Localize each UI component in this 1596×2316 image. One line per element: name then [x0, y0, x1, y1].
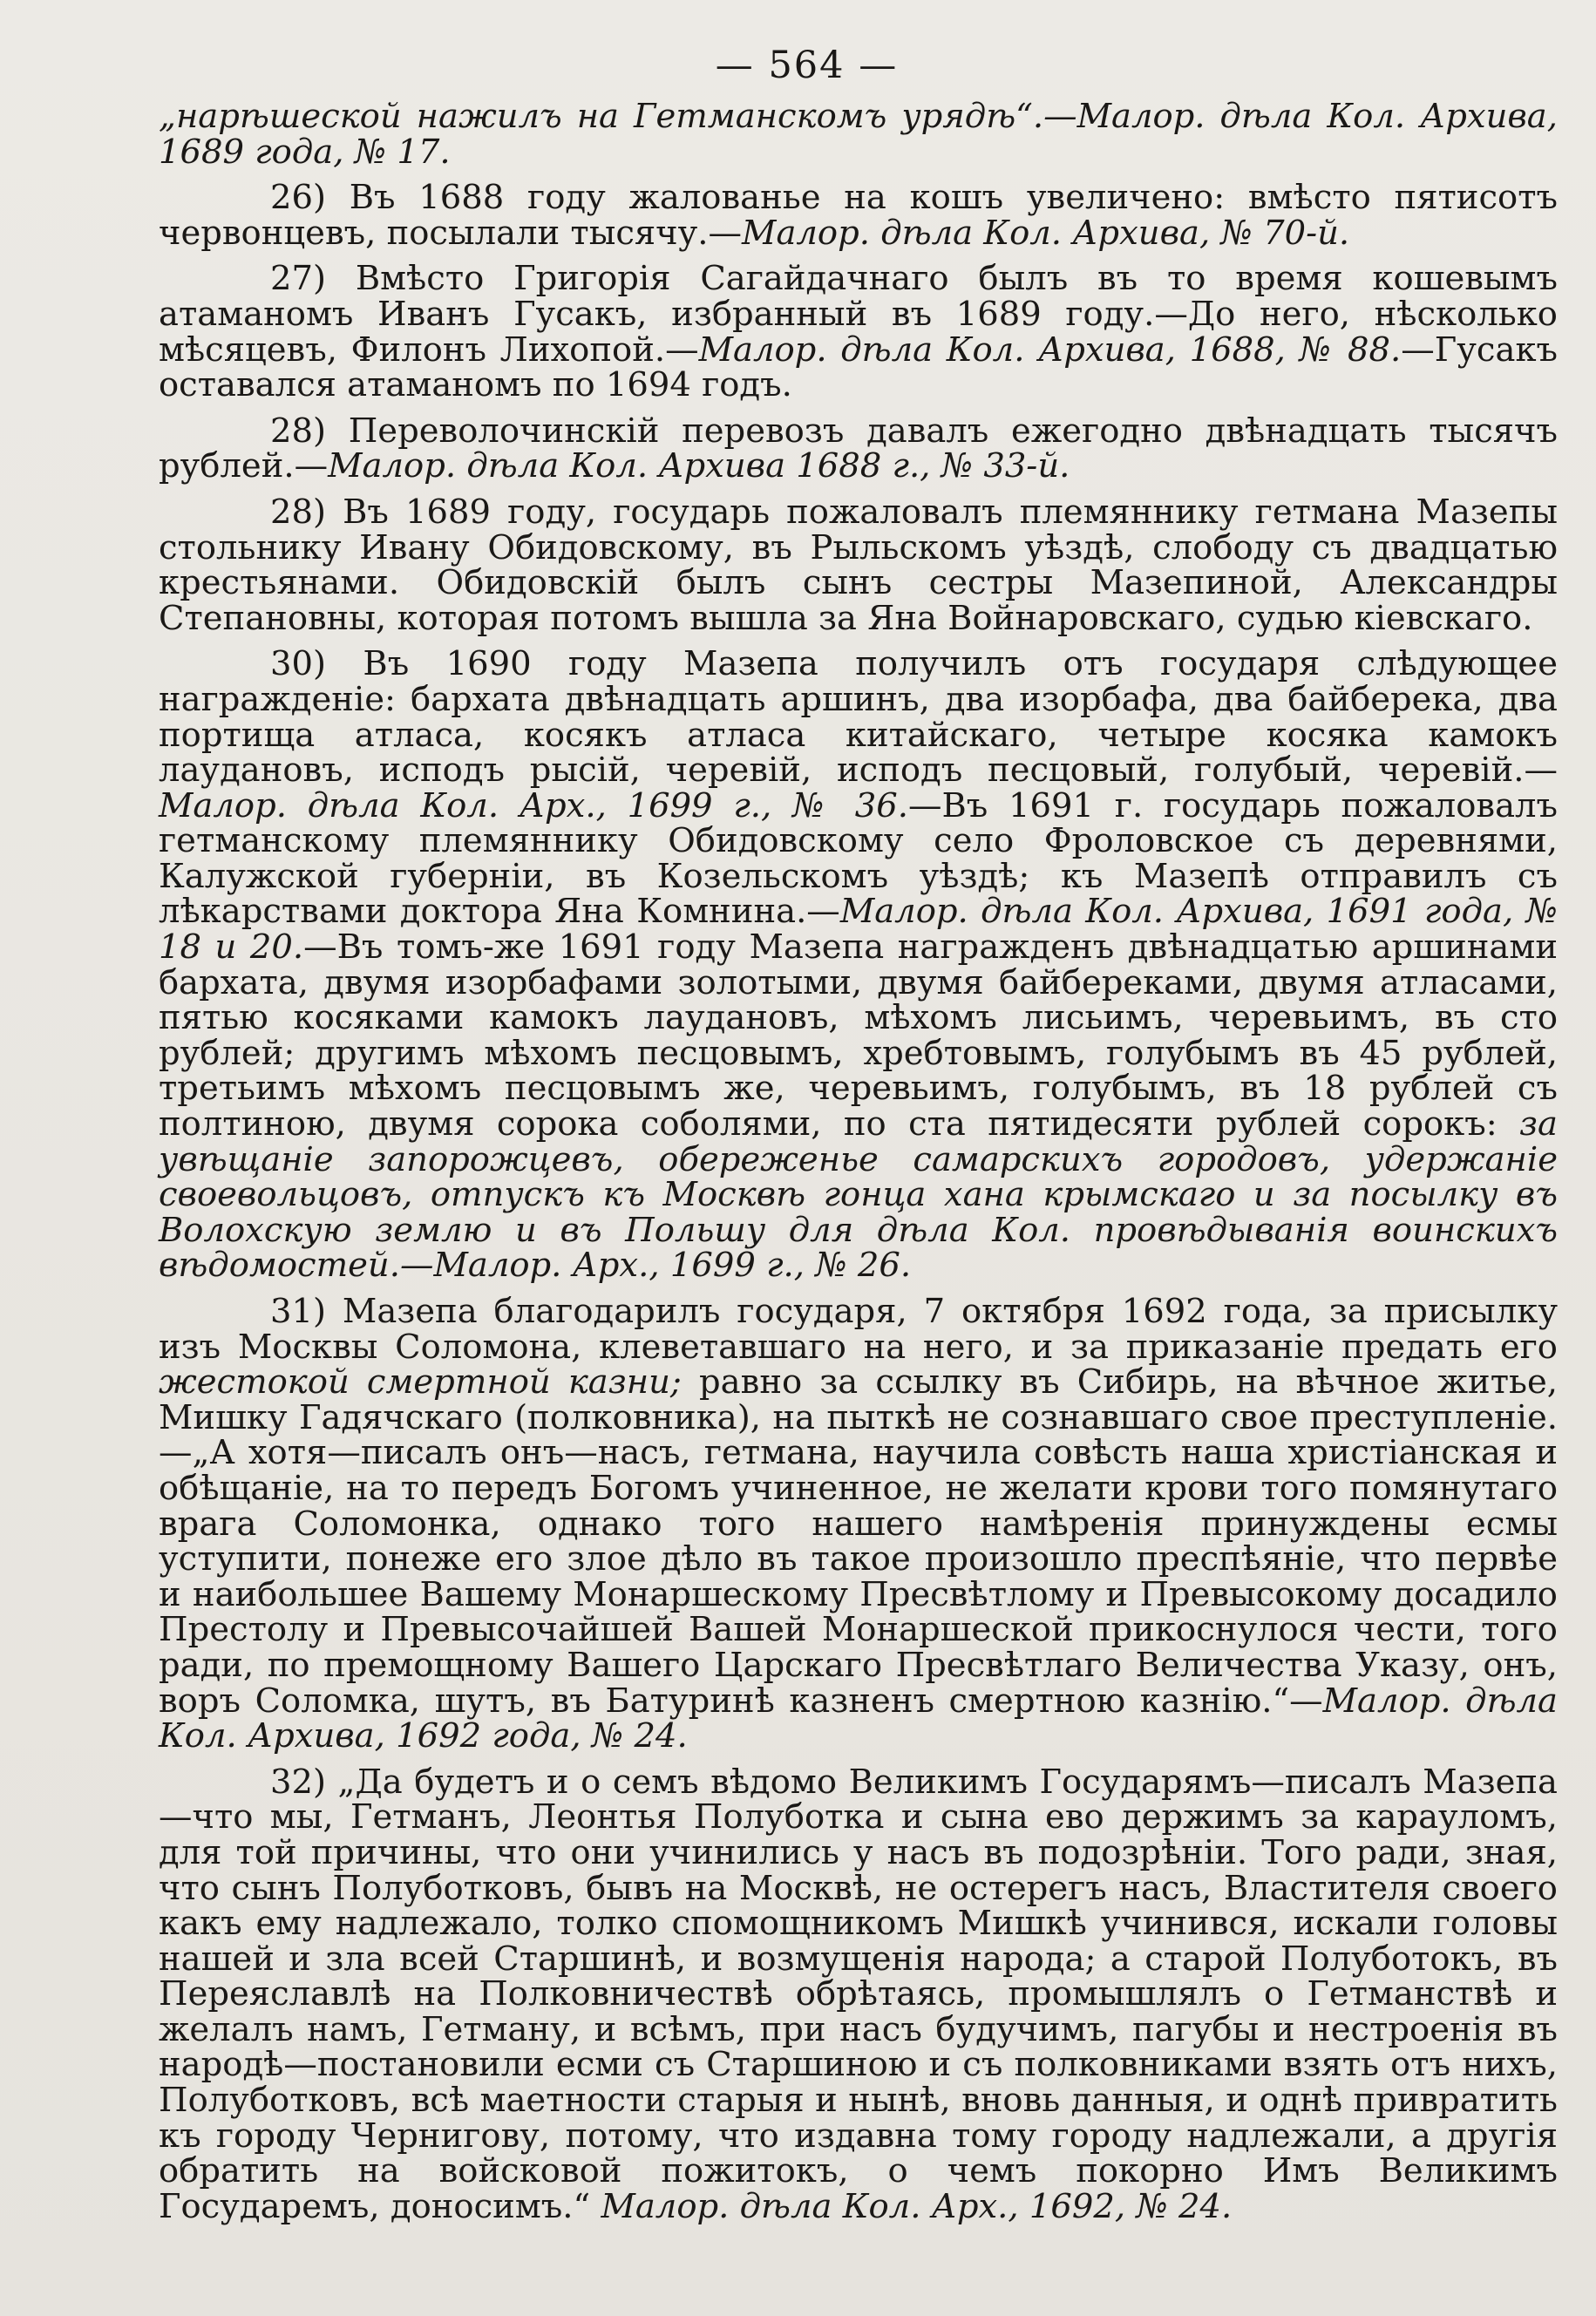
- body-text: 30) Въ 1690 году Мазепа получилъ отъ государя слѣдующее награжденіе: бархата двѣнадцать аршинъ, два изорбафа, два байберека, два портища атласа, косякъ атласа китайскаго, четыре косяка камокъ лаудановъ, исподъ рысій, черевій, исподъ песцовый, голубый, черевій.—: [159, 644, 1558, 791]
- text-body: [159, 99, 1558, 2224]
- citation-text: Малор. дѣла Кол. Архива, 1688, № 88.: [698, 329, 1402, 370]
- paragraph: [159, 492, 1558, 638]
- paragraph: [159, 99, 1558, 170]
- citation-text: Малор. дѣла Кол. Арх., 1692, № 24.: [601, 2186, 1233, 2226]
- body-text: 31) Мазепа благодарилъ государя, 7 октября 1692 года, за присылку изъ Москвы Соломона, клеветавшаго на него, и за приказаніе предать его: [159, 1292, 1558, 1367]
- citation-text: Малор. дѣла Кол. Архива, № 70-й.: [742, 213, 1350, 253]
- citation-text: Малор. дѣла Кол. Архива, 1691 года, № 18 и 20.: [159, 892, 1558, 968]
- body-text: —Въ 1691 г. государь пожаловалъ гетманскому племяннику Обидовскому село Фроловское съ деревнями, Калужской губерніи, въ Козельскомъ уѣздѣ; къ Мазепѣ отправилъ съ лѣкарствами доктора Яна Комнина.—: [159, 785, 1558, 932]
- body-text: —Въ томъ-же 1691 году Мазепа награжденъ двѣнадцатью аршинами бархата, двумя изорбафами золотыми, двумя байбереками, двумя атласами, пятью косяками камокъ лаудановъ, мѣхомъ лисьимъ, черевьимъ, въ сто рублей; другимъ мѣхомъ песцовымъ, хребтовымъ, голубымъ въ 45 рублей, третьимъ мѣхомъ песцовымъ же, черевьимъ, голубымъ, въ 18 рублей съ полтиною, двумя сорока соболями, по ста пятидесяти рублей сорокъ:: [159, 927, 1558, 1144]
- body-text: равно за ссылку въ Сибирь, на вѣчное житье, Мишку Гадячскаго (полковника), на пыткѣ не сознавшаго свое преступленіе.—„А хотя—писалъ онъ—насъ, гетмана, научила совѣсть наша христіанская и обѣщаніе, на то передъ Богомъ учиненное, не желати крови того помянутаго врага Соломонка, однако того нашего намѣренія принуждены есмы уступити, понеже его злое дѣло въ такое произошло преспѣяніе, что первѣе и наибольшее Вашему Монаршескому Пресвѣтлому и Превысокому досадило Престолу и Превысочайшей Вашей Монаршеской прикоснулося чести, того ради, по премощному Вашего Царскаго Пресвѣтлаго Величества Указу, онъ, воръ Соломка, шутъ, въ Батуринѣ казненъ смертною казнію.“—: [159, 1362, 1558, 1721]
- page-number: — 564 —: [715, 44, 899, 87]
- citation-text: за увѣщаніе запорожцевъ, обереженье самарскихъ городовъ, удержаніе своевольцовъ, отпускъ къ Москвѣ гонца хана крымскаго и за посылку въ Волохскую землю и въ Польшу для дѣла Кол. провѣдыванія воинскихъ вѣдомостей.—Малор. Арх., 1699 г., № 26.: [159, 1104, 1558, 1286]
- citation-text: „нарѣшеской нажилъ на Гетманскомъ урядѣ“.—Малор. дѣла Кол. Архива, 1689 года, № 17.: [159, 97, 1558, 172]
- paragraph: [159, 1762, 1558, 2226]
- citation-text: жестокой смертной казни;: [159, 1362, 682, 1403]
- citation-text: Малор. дѣла Кол. Арх., 1699 г., № 36.: [159, 785, 908, 825]
- body-text: 28) Въ 1689 году, государь пожаловалъ племяннику гетмана Мазепы стольнику Ивану Обидовскому, въ Рыльскомъ уѣздѣ, слободу съ двадцатью крестьянами. Обидовскій былъ сынъ сестры Мазепиной, Александры Степановны, которая потомъ вышла за Яна Войнаровскаго, судью кіевскаго.: [159, 492, 1558, 638]
- body-text: —Гусакъ оставался атаманомъ по 1694 годъ.: [159, 329, 1558, 405]
- body-text: 27) Вмѣсто Григорія Сагайдачнаго былъ въ то время кошевымъ атаманомъ Иванъ Гусакъ, избранный въ 1689 году.—До него, нѣсколько мѣсяцевъ, Филонъ Лихопой.—: [159, 259, 1558, 370]
- citation-text: Малор. дѣла Кол. Архива, 1692 года, № 24.: [159, 1681, 1559, 1756]
- citation-text: Малор. дѣла Кол. Архива 1688 г., № 33-й.: [328, 446, 1070, 486]
- body-text: 28) Переволочинскій перевозъ давалъ ежегодно двѣнадцать тысячъ рублей.—: [159, 411, 1558, 486]
- paragraph: [159, 411, 1558, 486]
- paragraph: [159, 180, 1558, 251]
- paragraph: [159, 1294, 1558, 1755]
- paragraph: [159, 644, 1558, 1286]
- body-text: 26) Въ 1688 году жалованье на кошъ увеличено: вмѣсто пятисотъ червонцевъ, посылали тысячу.—: [159, 178, 1558, 253]
- body-text: 32) „Да будетъ и о семъ вѣдомо Великимъ Государямъ—писалъ Мазепа—что мы, Гетманъ, Леонтья Полуботка и сына ево держимъ за карауломъ, для той причины, что они учинились у насъ въ подозрѣніи. Того ради, зная, что сынъ Полуботковъ, бывъ на Москвѣ, не остерегъ насъ, Властителя своего какъ ему надлежало, толко спомощникомъ Мишкѣ учинився, искали головы нашей и зла всей Старшинѣ, и возмущенія народа; а старой Полуботокъ, въ Переяславлѣ на Полковничествѣ обрѣтаясь, промышлялъ о Гетманствѣ и желалъ намъ, Гетману, и всѣмъ, при насъ будучимъ, пагубы и нестроенія въ народѣ—постановили есми съ Старшиною и съ полковниками взять отъ нихъ, Полуботковъ, всѣ маетности старыя и нынѣ, вновь данныя, и однѣ привратить къ городу Чернигову, потому, что издавна тому городу надлежали, а другія обратить на войсковой пожитокъ, о чемъ покорно Имъ Великимъ Государемъ, доносимъ.“: [159, 1762, 1558, 2226]
- paragraph: [159, 261, 1558, 403]
